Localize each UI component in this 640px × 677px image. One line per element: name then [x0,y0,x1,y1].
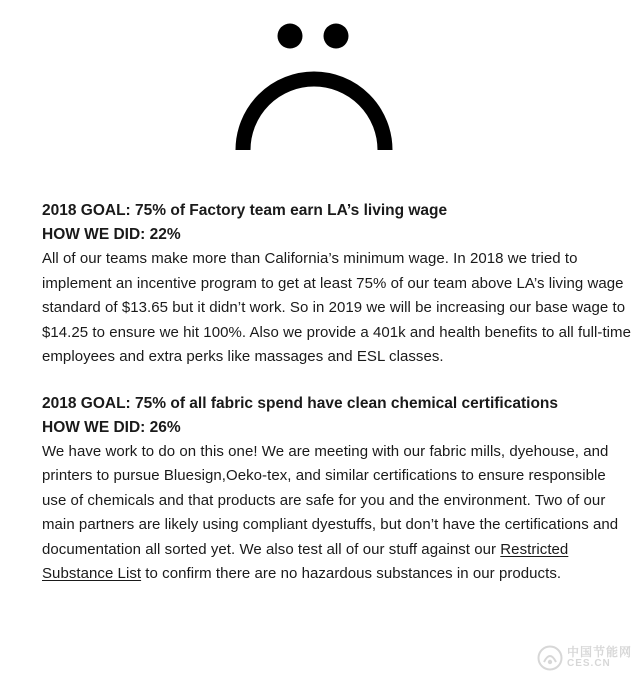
frown-mouth [243,79,385,150]
result-heading: HOW WE DID: 26% [42,418,181,436]
goals-content [42,199,632,587]
body-text-before-link: We have work to do on this one! We are meeting with our fabric mills, dyehouse, and printers to pursue Bluesign,Oeko-tex, and similar certifications to ensure responsible use of chemicals and that products are safe for you and the environment. Two of our main partners are likely using compliant dyestuffs, but don’t have the certifications and documentation all sorted yet. We also test all of our stuff against our [42,442,619,558]
right-eye [324,24,349,49]
restricted-substance-list-link[interactable]: Restricted Substance List [42,540,569,582]
goal-heading: 2018 GOAL: 75% of all fabric spend have clean chemical certifications [42,394,559,412]
goal-heading: 2018 GOAL: 75% of Factory team earn LA’s living wage [42,202,448,219]
watermark [537,645,632,671]
watermark-en-text: CES.CN [566,658,611,670]
watermark-cn-text: 中国节能网 [566,645,632,660]
left-eye [278,24,303,49]
section-body: All of our teams make more than California’s minimum wage. In 2018 we tried to implement an incentive program to get at least 75% of our team above LA’s living wage standard of $13.65 but it didn’t work. So in 2019 we will be increasing our base wage to $14.25 to ensure we hit 100%. Also we provide a 401k and health benefits to all full-time employees and extra perks like massages and ESL classes. [42,250,631,365]
goal-section-chemical-certifications [42,392,632,587]
goal-section-living-wage [42,199,632,370]
body-text-after-link: to confirm there are no hazardous substances in our products. [141,565,562,582]
ces-logo-icon [537,645,563,671]
result-heading: HOW WE DID: 22% [42,226,181,243]
sad-face-icon [0,0,640,170]
section-body [42,440,632,587]
